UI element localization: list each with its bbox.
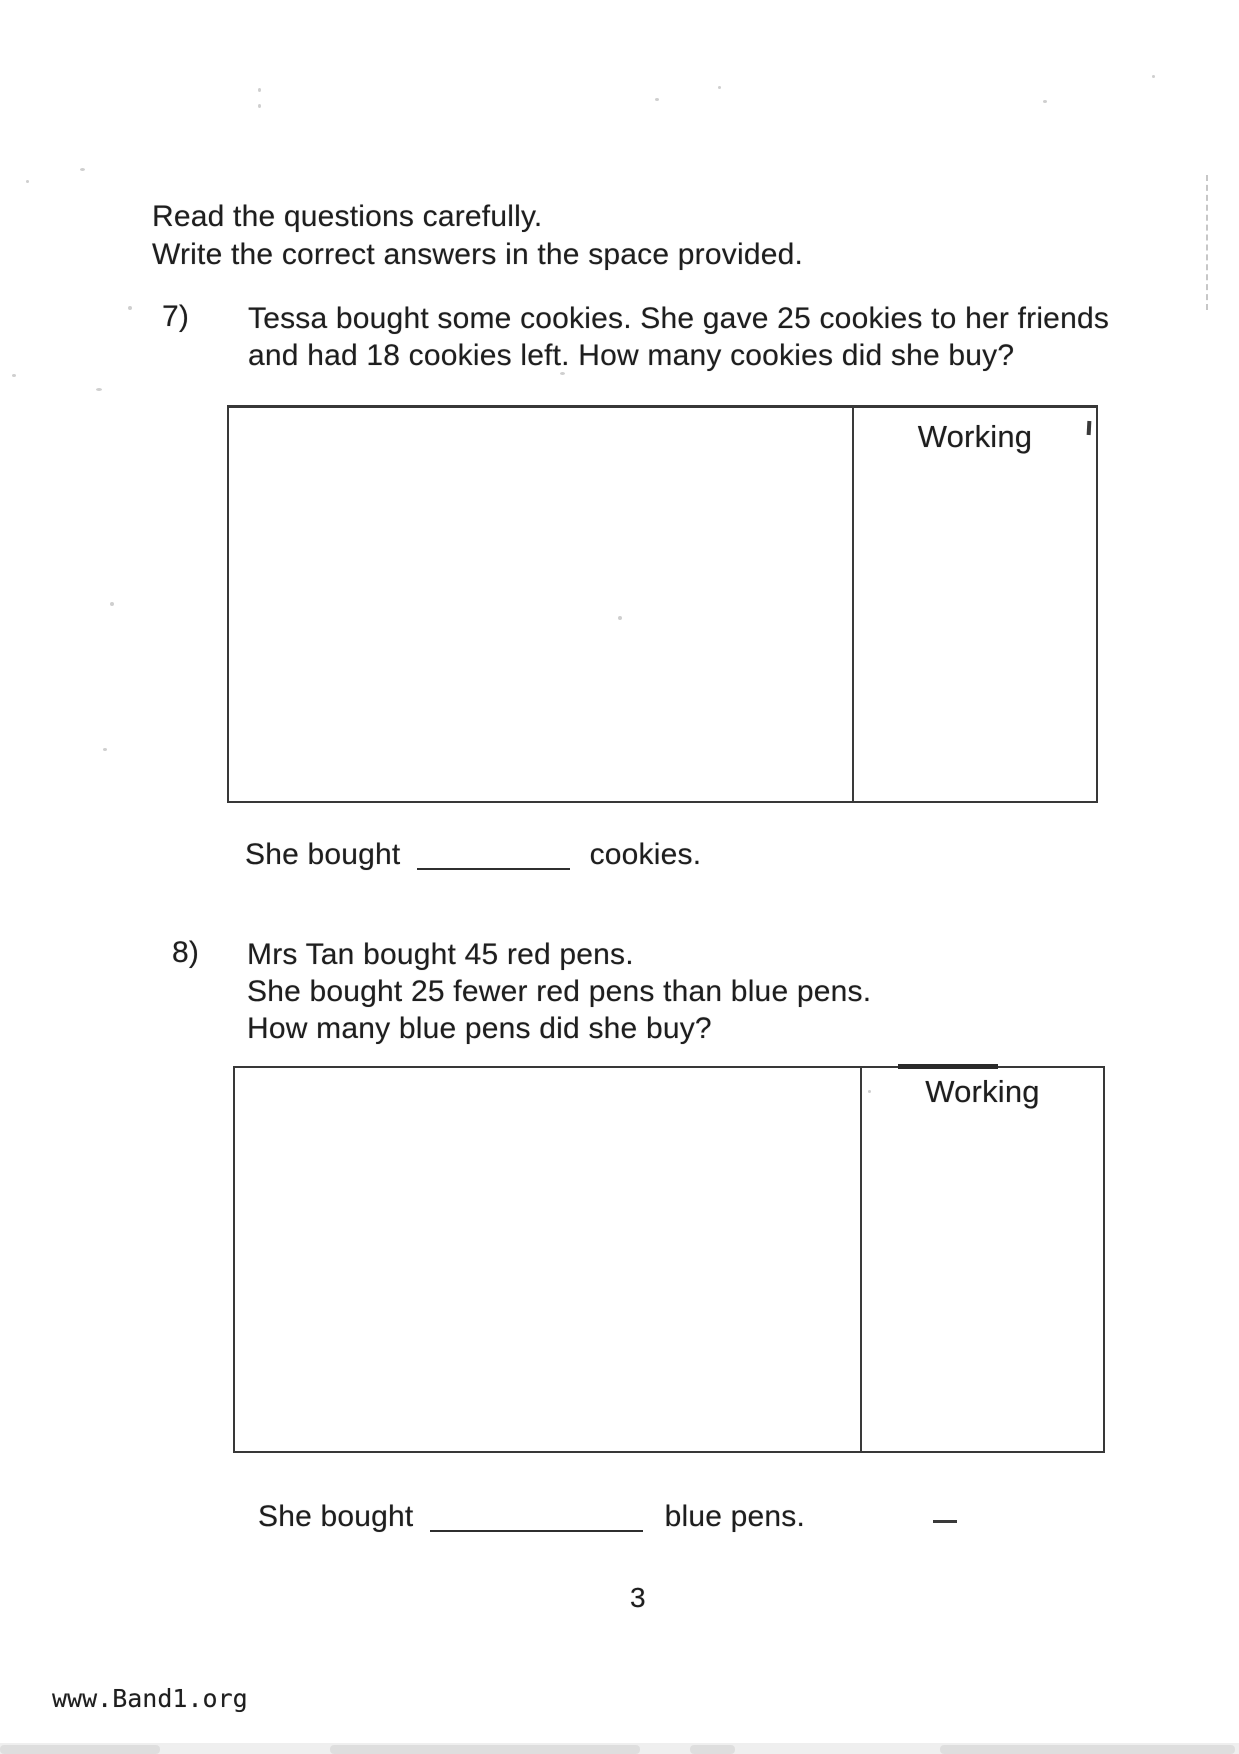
q7-answer-blank[interactable] xyxy=(417,838,570,870)
scan-speck xyxy=(26,180,29,183)
question-8-line-2: She bought 25 fewer red pens than blue pens. xyxy=(247,975,872,1008)
scan-speck xyxy=(655,98,659,101)
q7-answer-area[interactable] xyxy=(229,408,852,801)
q8-answer-area[interactable] xyxy=(235,1068,860,1451)
scan-speck xyxy=(110,602,114,606)
question-7-text xyxy=(248,300,1109,374)
q8-answer-suffix: blue pens. xyxy=(664,1500,806,1533)
q8-answer-blank[interactable] xyxy=(430,1500,643,1532)
question-7-line-1: Tessa bought some cookies. She gave 25 cookies to her friends xyxy=(248,302,1110,335)
scan-smudge xyxy=(690,1745,735,1754)
scan-speck xyxy=(718,86,721,89)
scan-speck xyxy=(868,1090,871,1093)
instruction-line-1: Read the questions carefully. xyxy=(152,200,543,233)
question-7-number: 7) xyxy=(162,300,190,333)
question-8-line-1: Mrs Tan bought 45 red pens. xyxy=(247,938,634,971)
scan-border-smudge xyxy=(898,1064,998,1069)
scan-smudge xyxy=(330,1745,640,1754)
scan-smudge xyxy=(0,1745,160,1754)
question-8-line-3: How many blue pens did she buy? xyxy=(247,1012,712,1045)
scan-speck xyxy=(128,306,132,310)
q7-working-label: Working xyxy=(917,419,1033,454)
scan-speck xyxy=(12,374,16,377)
scan-speck xyxy=(1152,75,1155,78)
scan-speck xyxy=(96,388,102,391)
q7-working-box xyxy=(227,405,1098,803)
scan-speck xyxy=(560,372,565,375)
scan-tick-mark xyxy=(1087,421,1092,435)
q8-answer-prefix: She bought xyxy=(258,1500,414,1533)
scan-speck xyxy=(258,104,261,108)
q8-answer-line xyxy=(258,1500,805,1534)
q7-working-column[interactable] xyxy=(854,408,1096,801)
scan-dash-mark xyxy=(933,1520,957,1523)
scan-speck xyxy=(80,168,85,171)
q8-working-column[interactable] xyxy=(862,1068,1103,1451)
q7-answer-prefix: She bought xyxy=(245,838,401,871)
q8-working-box xyxy=(233,1066,1105,1453)
footer-url: www.Band1.org xyxy=(52,1684,248,1713)
question-8-number: 8) xyxy=(172,936,200,969)
page-number: 3 xyxy=(630,1582,646,1613)
question-8-text xyxy=(247,936,871,1047)
q8-working-label: Working xyxy=(925,1074,1040,1109)
instruction-line-2: Write the correct answers in the space provided. xyxy=(152,238,804,271)
scan-speck xyxy=(103,748,107,751)
scan-speck xyxy=(258,88,261,92)
instructions-block xyxy=(152,198,803,274)
scan-edge-dots xyxy=(1206,175,1208,310)
scan-speck xyxy=(618,616,622,620)
question-7-line-2: and had 18 cookies left. How many cookies did she buy? xyxy=(248,339,1015,372)
scan-bottom-band xyxy=(0,1743,1239,1754)
scan-smudge xyxy=(940,1745,1235,1754)
scan-speck xyxy=(1043,100,1047,103)
q7-answer-suffix: cookies. xyxy=(589,838,702,871)
q7-answer-line xyxy=(245,838,701,872)
